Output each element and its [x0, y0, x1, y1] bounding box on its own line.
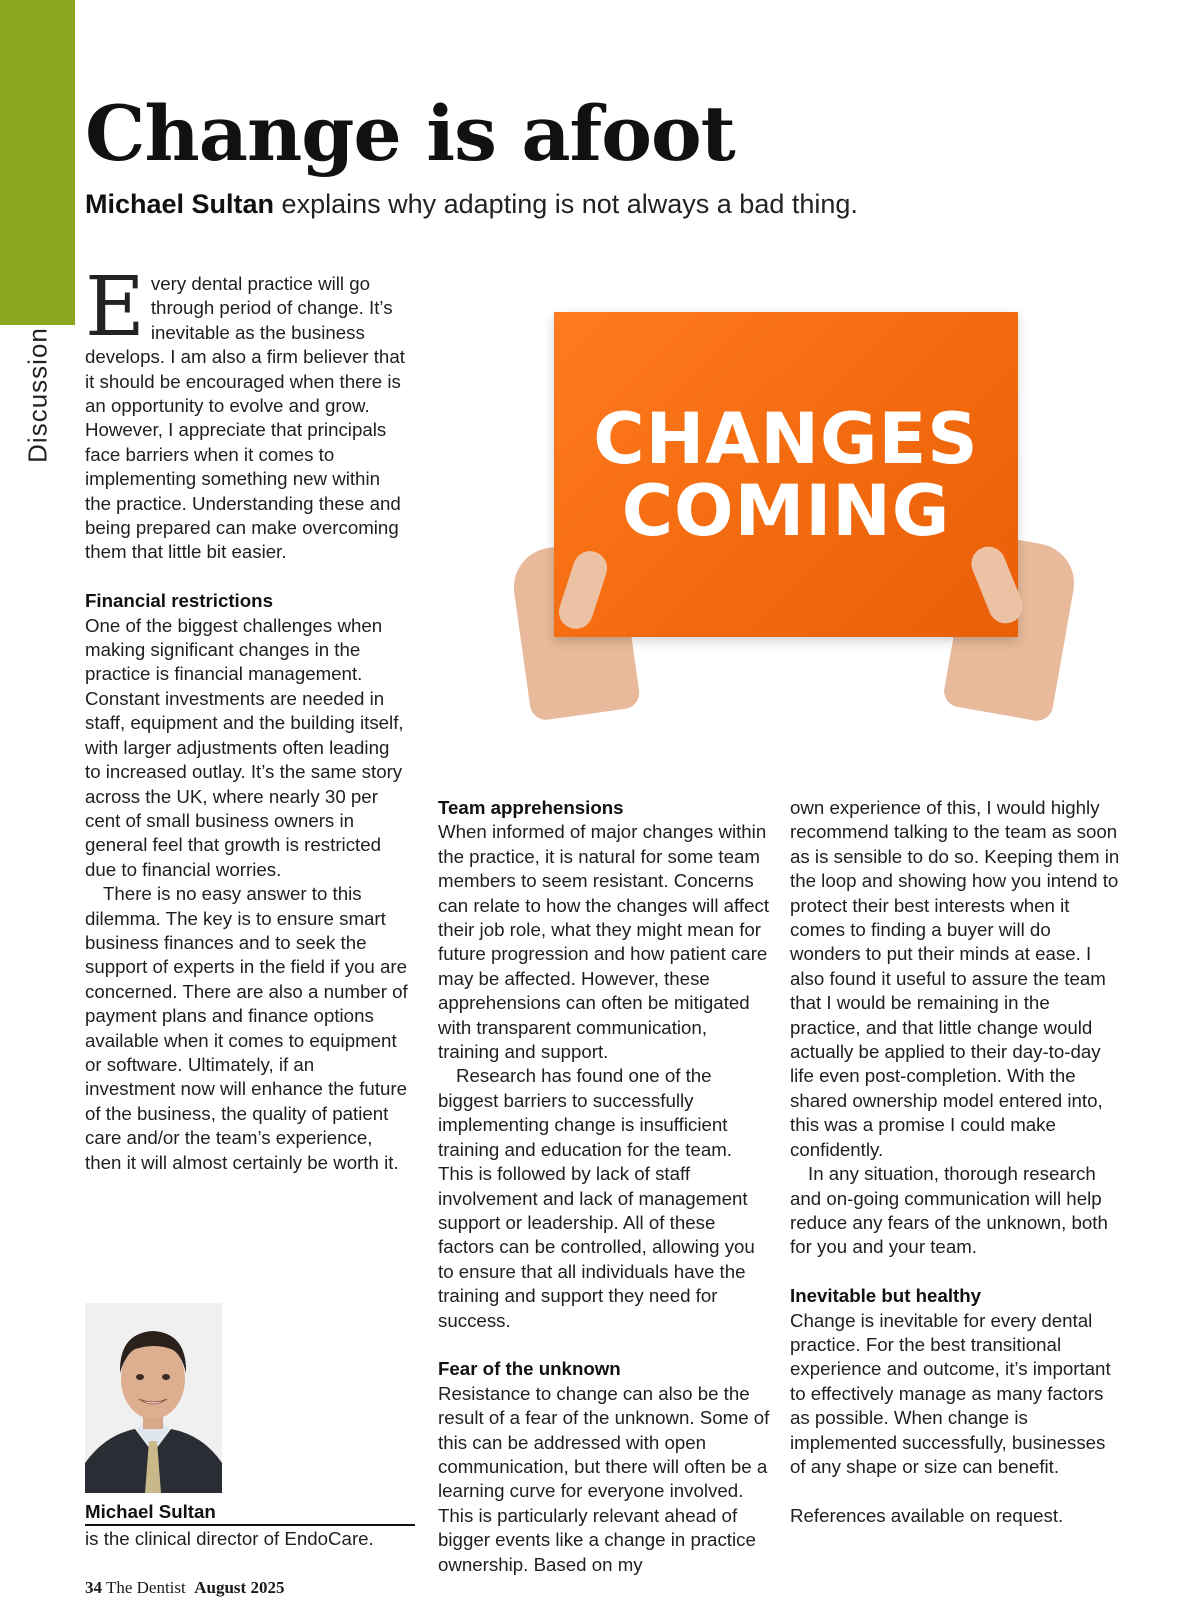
drop-cap: E: [85, 260, 145, 355]
page-number: 34: [85, 1578, 102, 1597]
portrait-illustration: [85, 1303, 222, 1493]
author-name: Michael Sultan: [85, 1501, 216, 1522]
page-footer: [85, 1578, 284, 1598]
subtitle-author: Michael Sultan: [85, 189, 275, 219]
body-paragraph: Research has found one of the biggest barriers to successfully implementing change is insufficient training and education for the team. This is followed by lack of staff involvement and lack of management support or leadership. All of these factors can be controlled, allowing you to ensure that all individuals have the training and support they need for success.: [438, 1065, 755, 1331]
author-bio: [85, 1500, 415, 1551]
sign-text-line-1: CHANGES: [593, 397, 979, 480]
section-label: Discussion: [22, 327, 53, 463]
heading-fear-of-the-unknown: Fear of the unknown: [438, 1358, 621, 1380]
hero-image-changes-coming: [470, 300, 1090, 720]
references-note: References available on request.: [790, 1504, 1064, 1526]
section-color-bar: [0, 0, 75, 325]
article-column-3: [790, 796, 1125, 1528]
intro-text: very dental practice will go through period of change. It’s inevitable as the business develops. I am also a firm believer that it should be encouraged when there is an opportunity to evolve and grow. However, I appreciate that principals face barriers when it comes to implementing something new within the practice. Understanding these and being prepared can make overcoming them that little bit easier.: [85, 273, 405, 563]
sign-text-line-2: COMING: [621, 469, 951, 552]
body-paragraph: One of the biggest challenges when making significant changes in the practice is financial management. Constant investments are needed in staff, equipment and the building itself, with larger adjustments often leading to increased outlay. It’s the same story across the UK, where nearly 30 per cent of small business owners in general feel that growth is restricted due to financial worries.: [85, 614, 404, 880]
body-paragraph: Resistance to change can also be the result of a fear of the unknown. Some of this can be addressed with open communication, but there will often be a learning curve for everyone involved. This is particularly relevant ahead of bigger events like a change in practice ownership. Based on my: [438, 1382, 770, 1575]
author-divider: [85, 1524, 415, 1526]
body-paragraph: Change is inevitable for every dental practice. For the best transitional experience and outcome, it’s important to effectively manage as many factors as possible. When change is implemented successfully, businesses of any shape or size can benefit.: [790, 1309, 1111, 1477]
heading-financial-restrictions: Financial restrictions: [85, 590, 273, 612]
subtitle: [85, 186, 858, 222]
body-paragraph: In any situation, thorough research and on-going communication will help reduce any fears of the unknown, both for you and your team.: [790, 1163, 1108, 1258]
issue-date: August 2025: [194, 1578, 285, 1597]
heading-team-apprehensions: Team apprehensions: [438, 797, 624, 818]
publication-name: The Dentist: [105, 1578, 186, 1597]
body-paragraph: own experience of this, I would highly recommend talking to the team as soon as is sensible to do so. Keeping them in the loop and showing how you intend to protect their best interests when it comes to finding a buyer will do wonders to put their minds at ease. I also found it useful to assure the team that I would be remaining in the practice, and that little change would actually be applied to their day-to-day life even post-completion. With the shared ownership model entered into, this was a promise I could make confidently.: [790, 797, 1120, 1160]
article-column-2: [438, 796, 771, 1577]
author-role: is the clinical director of EndoCare.: [85, 1528, 374, 1549]
orange-sign: [554, 312, 1018, 637]
page-title: Change is afoot: [85, 89, 735, 178]
subtitle-text: explains why adapting is not always a bad thing.: [274, 189, 858, 219]
body-paragraph: When informed of major changes within the practice, it is natural for some team members to seem resistant. Concerns can relate to how the changes will affect their job role, what they might mean for future progression and how patient care may be affected. However, these apprehensions can often be mitigated with transparent communication, training and support.: [438, 821, 770, 1063]
author-portrait: [85, 1303, 222, 1493]
article-column-1: [85, 260, 409, 1175]
heading-inevitable-but-healthy: Inevitable but healthy: [790, 1285, 982, 1307]
body-paragraph: There is no easy answer to this dilemma. The key is to ensure smart business finances and to seek the support of experts in the field if you are concerned. There are also a number of payment plans and finance options available when it comes to equipment or software. Ultimately, if an investment now will enhance the future of the business, the quality of patient care and/or the team’s experience, then it will almost certainly be worth it.: [85, 883, 408, 1173]
intro-paragraph: [85, 260, 409, 565]
